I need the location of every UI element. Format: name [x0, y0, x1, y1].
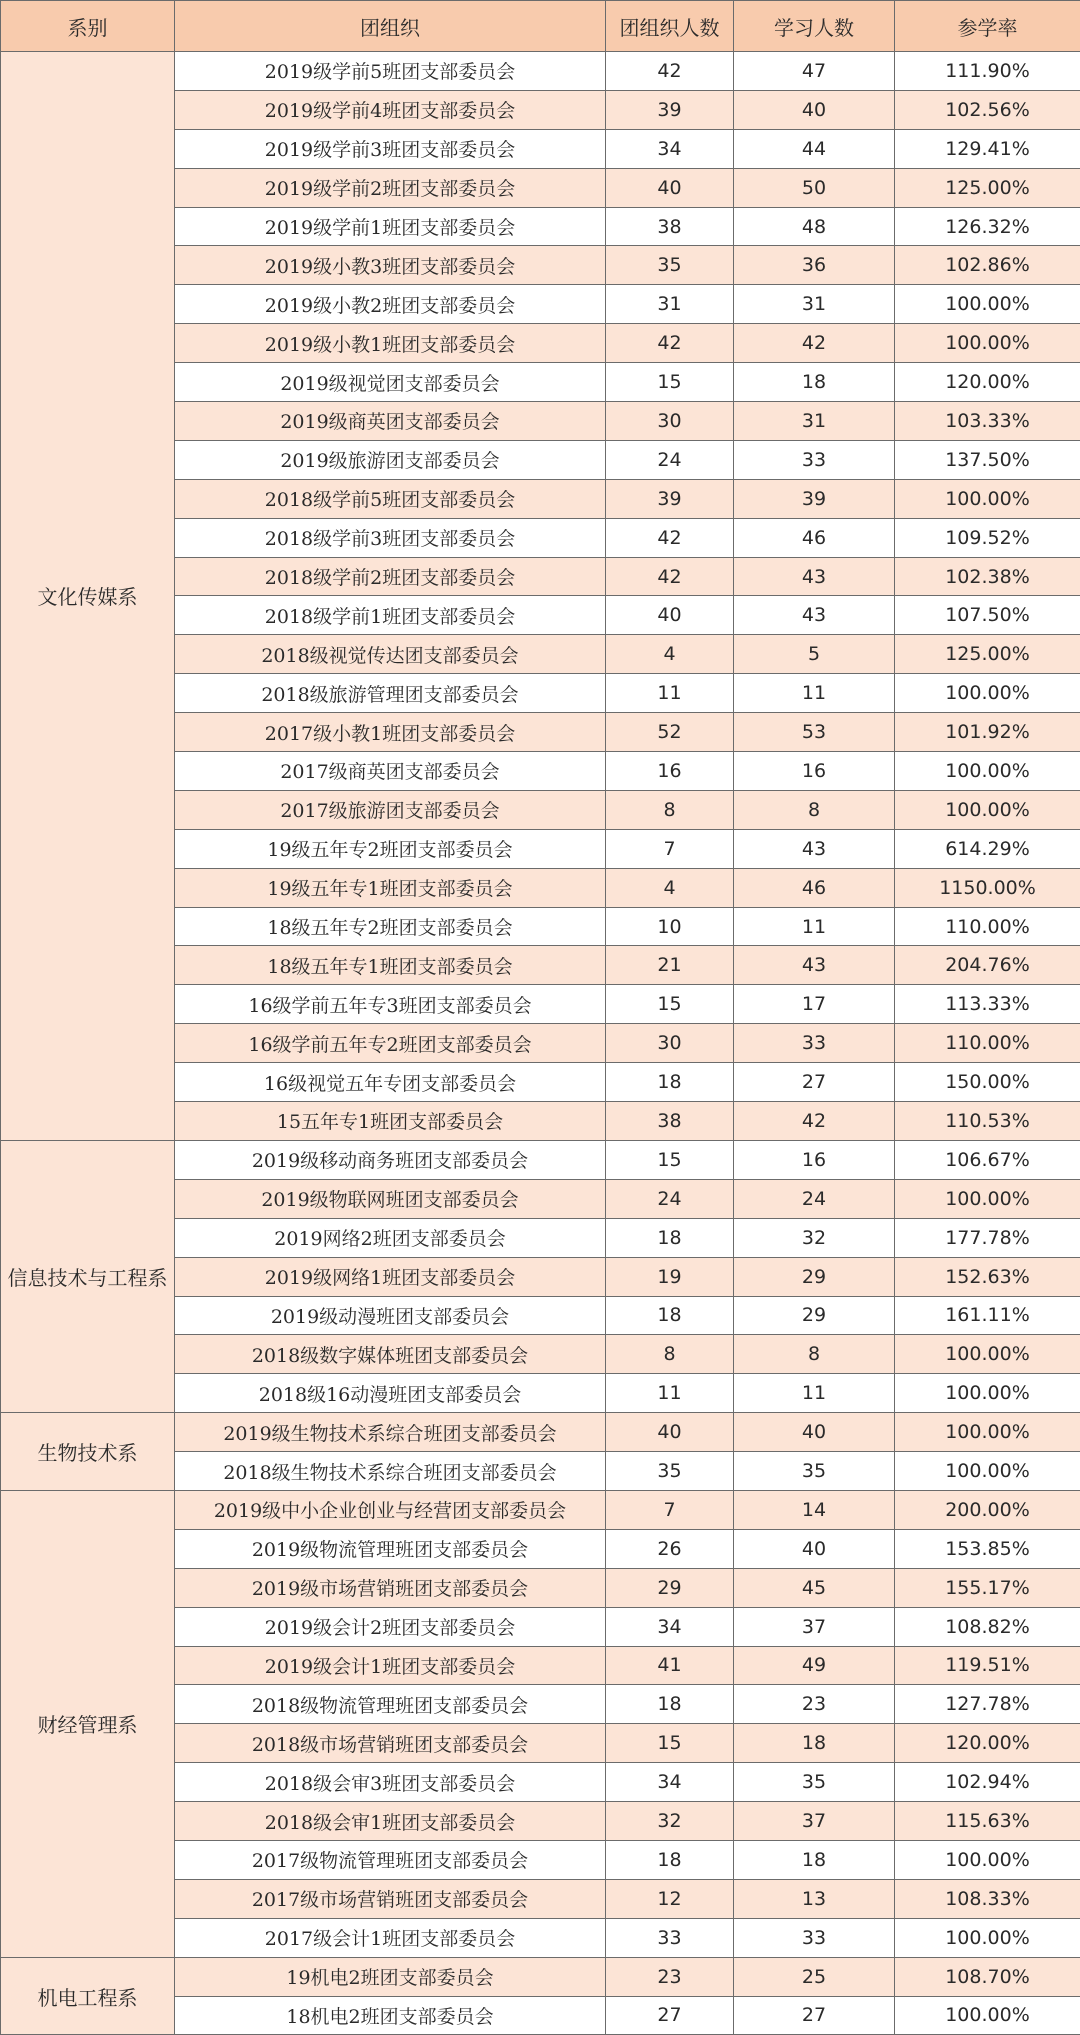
header-members: 团组织人数	[606, 1, 734, 52]
learners-cell: 27	[734, 1063, 895, 1102]
org-cell: 2019级学前1班团支部委员会	[175, 207, 606, 246]
learners-cell: 18	[734, 363, 895, 402]
members-cell: 52	[606, 713, 734, 752]
org-cell: 2019级小教1班团支部委员会	[175, 324, 606, 363]
rate-cell: 100.00%	[895, 324, 1080, 363]
learners-cell: 29	[734, 1257, 895, 1296]
rate-cell: 100.00%	[895, 1918, 1080, 1957]
rate-cell: 115.63%	[895, 1802, 1080, 1841]
org-cell: 2018级学前1班团支部委员会	[175, 596, 606, 635]
members-cell: 15	[606, 985, 734, 1024]
members-cell: 7	[606, 1490, 734, 1529]
org-cell: 15五年专1班团支部委员会	[175, 1102, 606, 1141]
org-cell: 2019级中小企业创业与经营团支部委员会	[175, 1490, 606, 1529]
table-row	[1, 52, 1080, 91]
rate-cell: 102.56%	[895, 90, 1080, 129]
rate-cell: 152.63%	[895, 1257, 1080, 1296]
org-cell: 2017级物流管理班团支部委员会	[175, 1840, 606, 1879]
members-cell: 38	[606, 1102, 734, 1141]
org-cell: 2019级学前2班团支部委员会	[175, 168, 606, 207]
members-cell: 34	[606, 129, 734, 168]
org-cell: 2019级商英团支部委员会	[175, 402, 606, 441]
org-cell: 2018级市场营销班团支部委员会	[175, 1724, 606, 1763]
rate-cell: 1150.00%	[895, 868, 1080, 907]
members-cell: 26	[606, 1529, 734, 1568]
members-cell: 11	[606, 674, 734, 713]
rate-cell: 100.00%	[895, 1374, 1080, 1413]
rate-cell: 200.00%	[895, 1490, 1080, 1529]
rate-cell: 110.53%	[895, 1102, 1080, 1141]
learners-cell: 37	[734, 1802, 895, 1841]
members-cell: 4	[606, 635, 734, 674]
members-cell: 4	[606, 868, 734, 907]
org-cell: 2018级16动漫班团支部委员会	[175, 1374, 606, 1413]
members-cell: 33	[606, 1918, 734, 1957]
table-row	[1, 1413, 1080, 1452]
learners-cell: 14	[734, 1490, 895, 1529]
learners-cell: 18	[734, 1840, 895, 1879]
members-cell: 21	[606, 946, 734, 985]
learners-cell: 25	[734, 1957, 895, 1996]
members-cell: 41	[606, 1646, 734, 1685]
rate-cell: 103.33%	[895, 402, 1080, 441]
rate-cell: 204.76%	[895, 946, 1080, 985]
learners-cell: 43	[734, 946, 895, 985]
learners-cell: 46	[734, 868, 895, 907]
org-cell: 2019级会计1班团支部委员会	[175, 1646, 606, 1685]
members-cell: 8	[606, 790, 734, 829]
org-cell: 2017级市场营销班团支部委员会	[175, 1879, 606, 1918]
learners-cell: 5	[734, 635, 895, 674]
members-cell: 30	[606, 1024, 734, 1063]
learners-cell: 46	[734, 518, 895, 557]
org-cell: 2019级学前3班团支部委员会	[175, 129, 606, 168]
org-cell: 2018级学前3班团支部委员会	[175, 518, 606, 557]
learners-cell: 11	[734, 674, 895, 713]
table-body	[1, 52, 1080, 2035]
org-cell: 18机电2班团支部委员会	[175, 1996, 606, 2035]
learners-cell: 33	[734, 440, 895, 479]
members-cell: 34	[606, 1607, 734, 1646]
rate-cell: 119.51%	[895, 1646, 1080, 1685]
members-cell: 35	[606, 246, 734, 285]
rate-cell: 100.00%	[895, 1996, 1080, 2035]
org-cell: 2019级学前4班团支部委员会	[175, 90, 606, 129]
learners-cell: 40	[734, 1413, 895, 1452]
learners-cell: 50	[734, 168, 895, 207]
members-cell: 12	[606, 1879, 734, 1918]
learners-cell: 53	[734, 713, 895, 752]
members-cell: 10	[606, 907, 734, 946]
header-dept: 系别	[1, 1, 175, 52]
learners-cell: 24	[734, 1179, 895, 1218]
rate-cell: 125.00%	[895, 635, 1080, 674]
org-cell: 2019级小教3班团支部委员会	[175, 246, 606, 285]
learners-cell: 17	[734, 985, 895, 1024]
rate-cell: 109.52%	[895, 518, 1080, 557]
members-cell: 16	[606, 752, 734, 791]
org-cell: 2019级旅游团支部委员会	[175, 440, 606, 479]
learners-cell: 48	[734, 207, 895, 246]
org-cell: 19级五年专1班团支部委员会	[175, 868, 606, 907]
learners-cell: 45	[734, 1568, 895, 1607]
members-cell: 42	[606, 324, 734, 363]
members-cell: 30	[606, 402, 734, 441]
org-cell: 2018级会审1班团支部委员会	[175, 1802, 606, 1841]
rate-cell: 161.11%	[895, 1296, 1080, 1335]
learners-cell: 27	[734, 1996, 895, 2035]
org-cell: 2017级商英团支部委员会	[175, 752, 606, 791]
rate-cell: 100.00%	[895, 674, 1080, 713]
department-cell: 财经管理系	[1, 1490, 175, 1957]
members-cell: 18	[606, 1063, 734, 1102]
department-cell: 生物技术系	[1, 1413, 175, 1491]
table-row	[1, 1490, 1080, 1529]
members-cell: 18	[606, 1218, 734, 1257]
members-cell: 15	[606, 1724, 734, 1763]
rate-cell: 153.85%	[895, 1529, 1080, 1568]
rate-cell: 100.00%	[895, 1452, 1080, 1491]
rate-cell: 100.00%	[895, 1335, 1080, 1374]
rate-cell: 100.00%	[895, 790, 1080, 829]
learners-cell: 18	[734, 1724, 895, 1763]
rate-cell: 102.94%	[895, 1763, 1080, 1802]
rate-cell: 102.38%	[895, 557, 1080, 596]
rate-cell: 127.78%	[895, 1685, 1080, 1724]
rate-cell: 111.90%	[895, 52, 1080, 91]
org-cell: 2018级学前5班团支部委员会	[175, 479, 606, 518]
members-cell: 23	[606, 1957, 734, 1996]
rate-cell: 120.00%	[895, 1724, 1080, 1763]
members-cell: 38	[606, 207, 734, 246]
org-cell: 18级五年专1班团支部委员会	[175, 946, 606, 985]
members-cell: 7	[606, 829, 734, 868]
department-cell: 信息技术与工程系	[1, 1140, 175, 1412]
org-cell: 2019级学前5班团支部委员会	[175, 52, 606, 91]
learners-cell: 43	[734, 596, 895, 635]
org-cell: 16级视觉五年专团支部委员会	[175, 1063, 606, 1102]
rate-cell: 126.32%	[895, 207, 1080, 246]
members-cell: 15	[606, 1140, 734, 1179]
org-cell: 2019级物联网班团支部委员会	[175, 1179, 606, 1218]
header-org: 团组织	[175, 1, 606, 52]
learners-cell: 31	[734, 402, 895, 441]
rate-cell: 108.70%	[895, 1957, 1080, 1996]
org-cell: 2019级市场营销班团支部委员会	[175, 1568, 606, 1607]
header-row	[1, 1, 1080, 52]
learners-cell: 11	[734, 907, 895, 946]
members-cell: 8	[606, 1335, 734, 1374]
members-cell: 11	[606, 1374, 734, 1413]
rate-cell: 137.50%	[895, 440, 1080, 479]
org-cell: 2018级物流管理班团支部委员会	[175, 1685, 606, 1724]
learners-cell: 49	[734, 1646, 895, 1685]
org-cell: 2017级旅游团支部委员会	[175, 790, 606, 829]
learners-cell: 33	[734, 1024, 895, 1063]
rate-cell: 106.67%	[895, 1140, 1080, 1179]
rate-cell: 120.00%	[895, 363, 1080, 402]
learners-cell: 44	[734, 129, 895, 168]
org-cell: 2018级视觉传达团支部委员会	[175, 635, 606, 674]
learners-cell: 33	[734, 1918, 895, 1957]
rate-cell: 129.41%	[895, 129, 1080, 168]
rate-cell: 108.33%	[895, 1879, 1080, 1918]
org-cell: 2019级移动商务班团支部委员会	[175, 1140, 606, 1179]
members-cell: 24	[606, 1179, 734, 1218]
rate-cell: 100.00%	[895, 752, 1080, 791]
rate-cell: 102.86%	[895, 246, 1080, 285]
members-cell: 35	[606, 1452, 734, 1491]
members-cell: 42	[606, 557, 734, 596]
learners-cell: 40	[734, 1529, 895, 1568]
learners-cell: 36	[734, 246, 895, 285]
header-rate: 参学率	[895, 1, 1080, 52]
org-cell: 2019级动漫班团支部委员会	[175, 1296, 606, 1335]
rate-cell: 107.50%	[895, 596, 1080, 635]
learners-cell: 42	[734, 1102, 895, 1141]
rate-cell: 100.00%	[895, 1413, 1080, 1452]
org-cell: 19机电2班团支部委员会	[175, 1957, 606, 1996]
learners-cell: 43	[734, 829, 895, 868]
org-cell: 2019级物流管理班团支部委员会	[175, 1529, 606, 1568]
learners-cell: 23	[734, 1685, 895, 1724]
members-cell: 24	[606, 440, 734, 479]
rate-cell: 100.00%	[895, 1840, 1080, 1879]
org-cell: 2019级生物技术系综合班团支部委员会	[175, 1413, 606, 1452]
org-cell: 2019网络2班团支部委员会	[175, 1218, 606, 1257]
rate-cell: 614.29%	[895, 829, 1080, 868]
learners-cell: 13	[734, 1879, 895, 1918]
org-cell: 2017级小教1班团支部委员会	[175, 713, 606, 752]
org-cell: 2018级会审3班团支部委员会	[175, 1763, 606, 1802]
org-cell: 16级学前五年专3班团支部委员会	[175, 985, 606, 1024]
members-cell: 15	[606, 363, 734, 402]
learners-cell: 35	[734, 1452, 895, 1491]
learners-cell: 8	[734, 1335, 895, 1374]
rate-cell: 150.00%	[895, 1063, 1080, 1102]
learners-cell: 40	[734, 90, 895, 129]
org-cell: 2019级小教2班团支部委员会	[175, 285, 606, 324]
members-cell: 29	[606, 1568, 734, 1607]
members-cell: 40	[606, 596, 734, 635]
learners-cell: 35	[734, 1763, 895, 1802]
org-cell: 16级学前五年专2班团支部委员会	[175, 1024, 606, 1063]
rate-cell: 113.33%	[895, 985, 1080, 1024]
members-cell: 18	[606, 1840, 734, 1879]
members-cell: 42	[606, 52, 734, 91]
learners-cell: 8	[734, 790, 895, 829]
learners-cell: 16	[734, 752, 895, 791]
members-cell: 18	[606, 1685, 734, 1724]
learners-cell: 39	[734, 479, 895, 518]
learners-cell: 16	[734, 1140, 895, 1179]
org-cell: 18级五年专2班团支部委员会	[175, 907, 606, 946]
rate-cell: 108.82%	[895, 1607, 1080, 1646]
org-cell: 2018级生物技术系综合班团支部委员会	[175, 1452, 606, 1491]
org-cell: 2019级网络1班团支部委员会	[175, 1257, 606, 1296]
members-cell: 34	[606, 1763, 734, 1802]
rate-cell: 110.00%	[895, 907, 1080, 946]
learners-cell: 47	[734, 52, 895, 91]
learners-cell: 29	[734, 1296, 895, 1335]
members-cell: 18	[606, 1296, 734, 1335]
members-cell: 27	[606, 1996, 734, 2035]
rate-cell: 110.00%	[895, 1024, 1080, 1063]
org-cell: 19级五年专2班团支部委员会	[175, 829, 606, 868]
members-cell: 40	[606, 168, 734, 207]
rate-cell: 100.00%	[895, 479, 1080, 518]
members-cell: 39	[606, 479, 734, 518]
learners-cell: 31	[734, 285, 895, 324]
rate-cell: 100.00%	[895, 1179, 1080, 1218]
members-cell: 39	[606, 90, 734, 129]
department-cell: 文化传媒系	[1, 52, 175, 1141]
members-cell: 40	[606, 1413, 734, 1452]
rate-cell: 100.00%	[895, 285, 1080, 324]
table-row	[1, 1140, 1080, 1179]
learners-cell: 37	[734, 1607, 895, 1646]
learners-cell: 11	[734, 1374, 895, 1413]
rate-cell: 177.78%	[895, 1218, 1080, 1257]
org-cell: 2019级视觉团支部委员会	[175, 363, 606, 402]
table-row	[1, 1957, 1080, 1996]
org-cell: 2017级会计1班团支部委员会	[175, 1918, 606, 1957]
org-cell: 2018级旅游管理团支部委员会	[175, 674, 606, 713]
org-cell: 2018级数字媒体班团支部委员会	[175, 1335, 606, 1374]
department-cell: 机电工程系	[1, 1957, 175, 2035]
rate-cell: 155.17%	[895, 1568, 1080, 1607]
org-cell: 2018级学前2班团支部委员会	[175, 557, 606, 596]
learners-cell: 43	[734, 557, 895, 596]
rate-cell: 101.92%	[895, 713, 1080, 752]
members-cell: 42	[606, 518, 734, 557]
members-cell: 32	[606, 1802, 734, 1841]
header-learners: 学习人数	[734, 1, 895, 52]
rate-cell: 125.00%	[895, 168, 1080, 207]
org-cell: 2019级会计2班团支部委员会	[175, 1607, 606, 1646]
members-cell: 19	[606, 1257, 734, 1296]
members-cell: 31	[606, 285, 734, 324]
learners-cell: 32	[734, 1218, 895, 1257]
learners-cell: 42	[734, 324, 895, 363]
